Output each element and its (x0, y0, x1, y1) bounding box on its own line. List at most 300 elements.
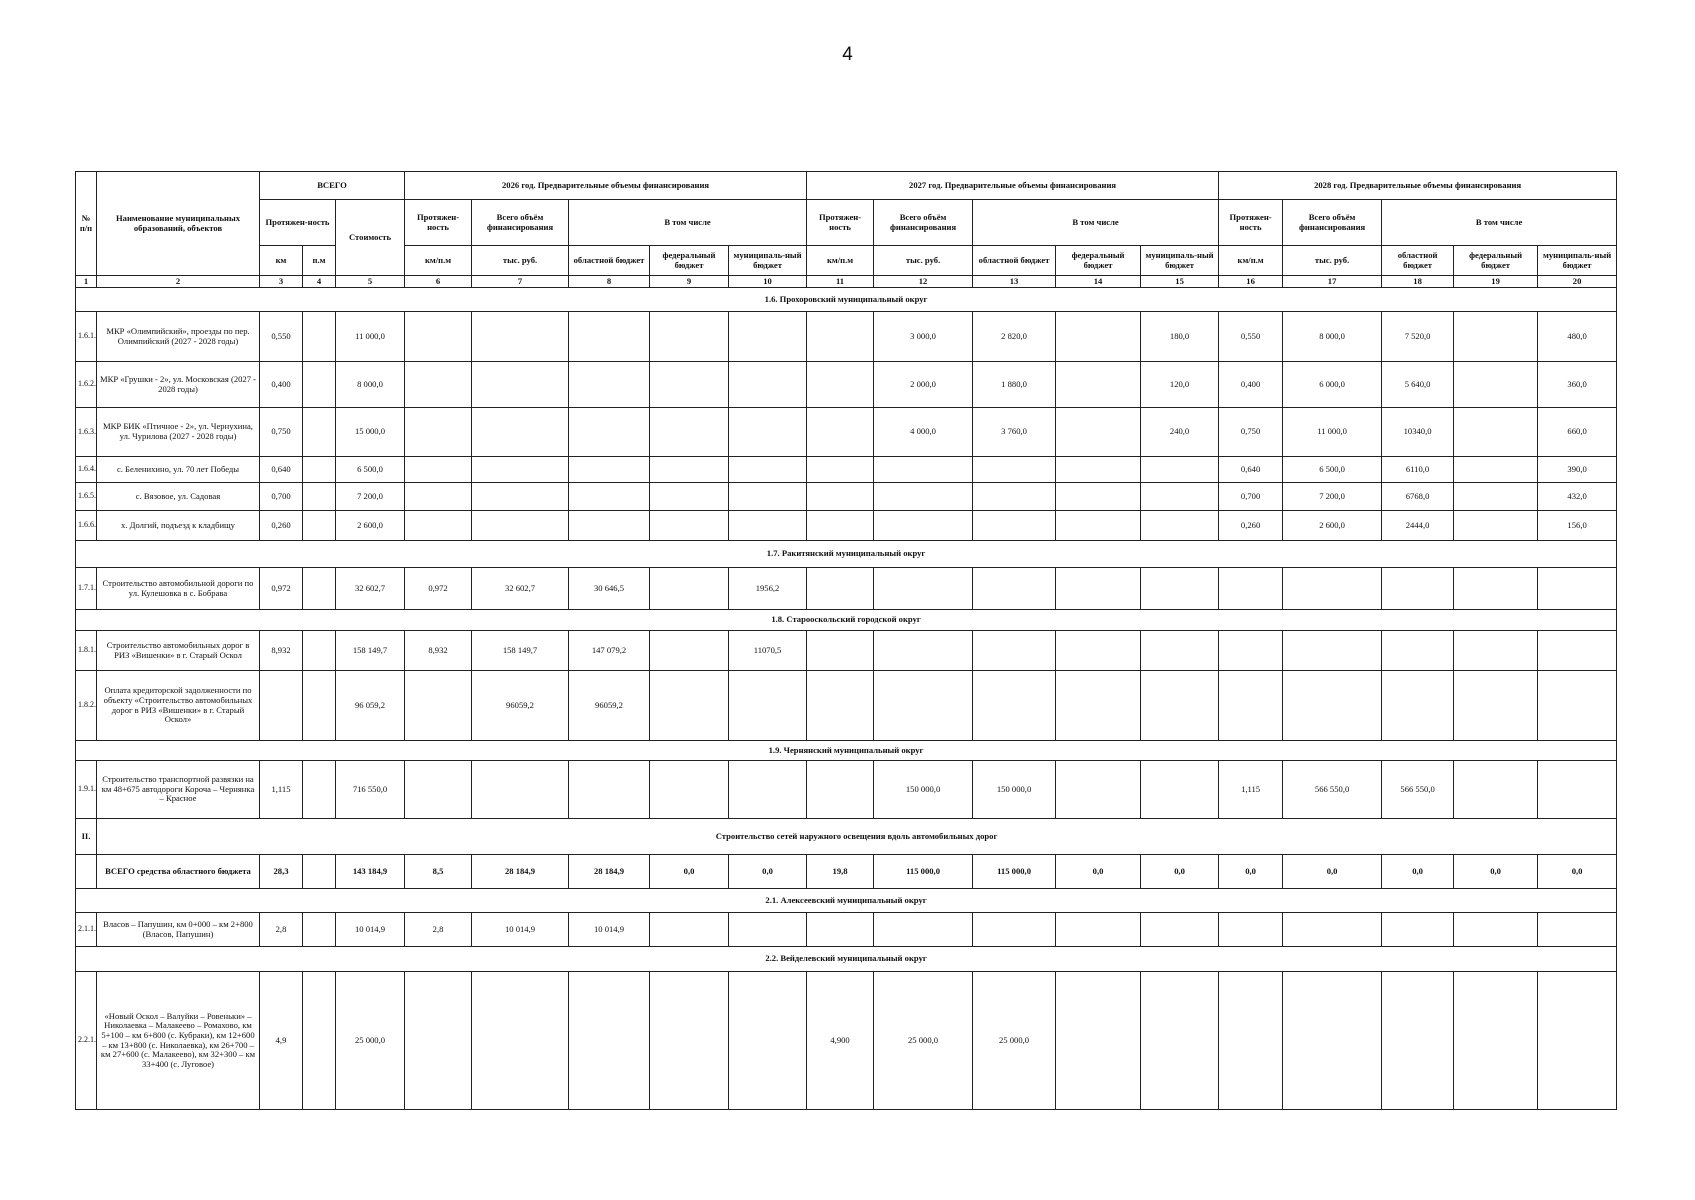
cell-col-10: 0,0 (729, 855, 807, 889)
column-number: 11 (807, 276, 874, 288)
cell-col-9 (650, 511, 729, 541)
cell-col-13 (973, 511, 1056, 541)
cell-col-7: 10 014,9 (472, 913, 569, 947)
cell-col-6: 8,932 (405, 631, 472, 671)
cell-col-19: 0,0 (1454, 855, 1538, 889)
column-number: 18 (1382, 276, 1454, 288)
cell-col-8 (569, 362, 650, 408)
cell-col-4 (303, 511, 336, 541)
section-title: 1.9. Чернянский муниципальный округ (76, 741, 1617, 761)
cell-col-7 (472, 483, 569, 511)
cell-col-17: 6 000,0 (1283, 362, 1382, 408)
cell-col-3: 0,400 (260, 362, 303, 408)
cell-col-16: 0,0 (1219, 855, 1283, 889)
table-row (76, 483, 1617, 511)
cell-col-5: 25 000,0 (336, 972, 405, 1110)
cell-col-11: 4,900 (807, 972, 874, 1110)
cell-col-7 (472, 457, 569, 483)
header-unit-km-pm: км/п.м (405, 246, 472, 276)
part-number: II. (76, 819, 97, 855)
cell-col-5: 2 600,0 (336, 511, 405, 541)
cell-col-5: 7 200,0 (336, 483, 405, 511)
cell-col-6 (405, 457, 472, 483)
cell-col-3: 2,8 (260, 913, 303, 947)
cell-col-10: 1956,2 (729, 568, 807, 610)
cell-col-12: 4 000,0 (874, 408, 973, 457)
cell-col-9 (650, 761, 729, 819)
header-length: Протяжен-ность (1219, 200, 1283, 246)
cell-col-10 (729, 511, 807, 541)
cell-col-19 (1454, 631, 1538, 671)
cell-col-7: 158 149,7 (472, 631, 569, 671)
cell-col-14 (1056, 511, 1141, 541)
cell-col-19 (1454, 671, 1538, 741)
cell-col-14 (1056, 408, 1141, 457)
cell-col-14 (1056, 913, 1141, 947)
cell-col-10 (729, 913, 807, 947)
object-name: с. Беленихино, ул. 70 лет Победы (97, 457, 260, 483)
cell-col-3: 0,550 (260, 312, 303, 362)
cell-col-5: 11 000,0 (336, 312, 405, 362)
table-row (76, 362, 1617, 408)
section-title: 1.7. Ракитянский муниципальный округ (76, 541, 1617, 568)
cell-col-10: 11070,5 (729, 631, 807, 671)
object-name: МКР БИК «Птичное - 2», ул. Чернухина, ул. Чурилова (2027 - 2028 годы) (97, 408, 260, 457)
header-federal-budget: федеральный бюджет (650, 246, 729, 276)
cell-col-11: 19,8 (807, 855, 874, 889)
cell-col-6 (405, 671, 472, 741)
cell-col-5: 32 602,7 (336, 568, 405, 610)
cell-col-13: 150 000,0 (973, 761, 1056, 819)
cell-col-5: 10 014,9 (336, 913, 405, 947)
header-name: Наименование муниципальных образований, объектов (97, 172, 260, 276)
cell-col-11 (807, 483, 874, 511)
cell-col-15: 180,0 (1141, 312, 1219, 362)
header-length: Протяжен-ность (807, 200, 874, 246)
cell-col-19 (1454, 972, 1538, 1110)
cell-col-3: 0,700 (260, 483, 303, 511)
header-municipal-budget: муниципаль-ный бюджет (1141, 246, 1219, 276)
cell-col-8: 30 646,5 (569, 568, 650, 610)
cell-col-8 (569, 761, 650, 819)
cell-col-6 (405, 972, 472, 1110)
cell-col-17: 8 000,0 (1283, 312, 1382, 362)
cell-col-13 (973, 568, 1056, 610)
header-number: № п/п (76, 172, 97, 276)
cell-col-16: 0,260 (1219, 511, 1283, 541)
cell-col-6 (405, 511, 472, 541)
row-index: 2.1.1. (76, 913, 97, 947)
table-row (76, 511, 1617, 541)
header-unit-thous-rub: тыс. руб. (472, 246, 569, 276)
header-year-2028: 2028 год. Предварительные объемы финансирования (1219, 172, 1617, 200)
cell-col-17 (1283, 972, 1382, 1110)
cell-col-6 (405, 483, 472, 511)
cell-col-19 (1454, 511, 1538, 541)
cell-col-18: 10340,0 (1382, 408, 1454, 457)
cell-col-4 (303, 631, 336, 671)
cell-col-8: 147 079,2 (569, 631, 650, 671)
cell-col-19 (1454, 483, 1538, 511)
cell-col-19 (1454, 913, 1538, 947)
cell-col-12: 2 000,0 (874, 362, 973, 408)
cell-col-14 (1056, 457, 1141, 483)
column-number: 1 (76, 276, 97, 288)
column-number: 8 (569, 276, 650, 288)
cell-col-20: 156,0 (1538, 511, 1617, 541)
column-number: 14 (1056, 276, 1141, 288)
cell-col-14 (1056, 761, 1141, 819)
cell-col-5: 143 184,9 (336, 855, 405, 889)
cell-col-9 (650, 671, 729, 741)
object-name: Оплата кредиторской задолженности по объекту «Строительство автомобильных дорог в РИЗ «Вишенки» в г. Старый Оскол» (97, 671, 260, 741)
table-row (76, 408, 1617, 457)
header-including: В том числе (1382, 200, 1617, 246)
cell-col-14 (1056, 312, 1141, 362)
cell-col-17 (1283, 671, 1382, 741)
cell-col-11 (807, 362, 874, 408)
cell-col-20: 0,0 (1538, 855, 1617, 889)
table-row (76, 761, 1617, 819)
column-number: 20 (1538, 276, 1617, 288)
header-unit-thous-rub: тыс. руб. (874, 246, 973, 276)
cell-col-18: 0,0 (1382, 855, 1454, 889)
table-row (76, 312, 1617, 362)
cell-col-11 (807, 408, 874, 457)
row-index: 1.6.1. (76, 312, 97, 362)
column-number: 6 (405, 276, 472, 288)
object-name: Строительство транспортной развязки на км 48+675 автодороги Короча – Чернянка – Красное (97, 761, 260, 819)
row-index (76, 855, 97, 889)
cell-col-15 (1141, 631, 1219, 671)
cell-col-11 (807, 671, 874, 741)
cell-col-12: 3 000,0 (874, 312, 973, 362)
cell-col-18: 5 640,0 (1382, 362, 1454, 408)
header-federal-budget: федеральный бюджет (1454, 246, 1538, 276)
cell-col-10 (729, 312, 807, 362)
cell-col-10 (729, 972, 807, 1110)
header-unit-km-pm: км/п.м (807, 246, 874, 276)
cell-col-9 (650, 568, 729, 610)
cell-col-5: 96 059,2 (336, 671, 405, 741)
cell-col-13: 1 880,0 (973, 362, 1056, 408)
cell-col-12 (874, 631, 973, 671)
cell-col-15 (1141, 761, 1219, 819)
cell-col-13 (973, 913, 1056, 947)
header-year-2027: 2027 год. Предварительные объемы финансирования (807, 172, 1219, 200)
row-index: 1.9.1. (76, 761, 97, 819)
table-body (76, 288, 1617, 1110)
cell-col-11 (807, 913, 874, 947)
cell-col-7 (472, 362, 569, 408)
row-index: 2.2.1. (76, 972, 97, 1110)
table-row (76, 631, 1617, 671)
cell-col-20: 660,0 (1538, 408, 1617, 457)
table-row (76, 457, 1617, 483)
section-row (76, 610, 1617, 631)
cell-col-18 (1382, 568, 1454, 610)
cell-col-20 (1538, 671, 1617, 741)
cell-col-18: 6110,0 (1382, 457, 1454, 483)
cell-col-3: 8,932 (260, 631, 303, 671)
cell-col-20 (1538, 631, 1617, 671)
header-length: Протяжен-ность (260, 200, 336, 246)
cell-col-16 (1219, 972, 1283, 1110)
cell-col-5: 158 149,7 (336, 631, 405, 671)
cell-col-11 (807, 457, 874, 483)
cell-col-7 (472, 972, 569, 1110)
section-row (76, 541, 1617, 568)
header-including: В том числе (973, 200, 1219, 246)
cell-col-17: 2 600,0 (1283, 511, 1382, 541)
column-number: 10 (729, 276, 807, 288)
cell-col-18: 6768,0 (1382, 483, 1454, 511)
cell-col-14 (1056, 362, 1141, 408)
header-municipal-budget: муниципаль-ный бюджет (729, 246, 807, 276)
cell-col-9 (650, 312, 729, 362)
cell-col-7 (472, 312, 569, 362)
cell-col-3: 28,3 (260, 855, 303, 889)
header-regional-budget: областной бюджет (973, 246, 1056, 276)
header-length: Протяжен-ность (405, 200, 472, 246)
cell-col-12 (874, 671, 973, 741)
cell-col-16 (1219, 671, 1283, 741)
header-unit-thous-rub: тыс. руб. (1283, 246, 1382, 276)
cell-col-9 (650, 631, 729, 671)
header-total-financing: Всего объём финансирования (1283, 200, 1382, 246)
cell-col-18: 7 520,0 (1382, 312, 1454, 362)
cell-col-8: 28 184,9 (569, 855, 650, 889)
cell-col-19 (1454, 761, 1538, 819)
header-regional-budget: областной бюджет (569, 246, 650, 276)
cell-col-14 (1056, 671, 1141, 741)
cell-col-16: 1,115 (1219, 761, 1283, 819)
cell-col-15 (1141, 483, 1219, 511)
cell-col-9 (650, 457, 729, 483)
cell-col-18 (1382, 972, 1454, 1110)
row-index: 1.6.5. (76, 483, 97, 511)
cell-col-13: 115 000,0 (973, 855, 1056, 889)
cell-col-3: 0,750 (260, 408, 303, 457)
cell-col-4 (303, 855, 336, 889)
cell-col-18 (1382, 671, 1454, 741)
header-regional-budget: областной бюджет (1382, 246, 1454, 276)
column-number: 15 (1141, 276, 1219, 288)
column-number: 5 (336, 276, 405, 288)
cell-col-8 (569, 511, 650, 541)
cell-col-17: 6 500,0 (1283, 457, 1382, 483)
cell-col-8 (569, 312, 650, 362)
cell-col-15 (1141, 972, 1219, 1110)
cell-col-17: 566 550,0 (1283, 761, 1382, 819)
row-index: 1.6.4. (76, 457, 97, 483)
cell-col-12 (874, 457, 973, 483)
column-number: 12 (874, 276, 973, 288)
cell-col-16 (1219, 631, 1283, 671)
cell-col-9: 0,0 (650, 855, 729, 889)
object-name: МКР «Олимпийский», проезды по пер. Олимпийский (2027 - 2028 годы) (97, 312, 260, 362)
column-number: 19 (1454, 276, 1538, 288)
column-number: 9 (650, 276, 729, 288)
cell-col-19 (1454, 362, 1538, 408)
row-index: 1.6.2. (76, 362, 97, 408)
table-row (76, 913, 1617, 947)
row-index: 1.6.3. (76, 408, 97, 457)
cell-col-20 (1538, 913, 1617, 947)
cell-col-8: 10 014,9 (569, 913, 650, 947)
cell-col-7: 96059,2 (472, 671, 569, 741)
section-title: 2.2. Вейделевский муниципальный округ (76, 947, 1617, 972)
cell-col-15 (1141, 457, 1219, 483)
object-name: Строительство автомобильных дорог в РИЗ «Вишенки» в г. Старый Оскол (97, 631, 260, 671)
cell-col-6: 0,972 (405, 568, 472, 610)
cell-col-9 (650, 972, 729, 1110)
cell-col-4 (303, 362, 336, 408)
cell-col-14 (1056, 631, 1141, 671)
column-number: 7 (472, 276, 569, 288)
header-unit-km-pm: км/п.м (1219, 246, 1283, 276)
cell-col-8: 96059,2 (569, 671, 650, 741)
object-name: Власов – Папушин, км 0+000 – км 2+800 (Власов, Папушин) (97, 913, 260, 947)
header-unit-pm: п.м (303, 246, 336, 276)
cell-col-7 (472, 408, 569, 457)
cell-col-14 (1056, 972, 1141, 1110)
section-row (76, 741, 1617, 761)
cell-col-10 (729, 362, 807, 408)
cell-col-16: 0,700 (1219, 483, 1283, 511)
cell-col-13: 3 760,0 (973, 408, 1056, 457)
object-name: с. Вязовое, ул. Садовая (97, 483, 260, 511)
cell-col-10 (729, 761, 807, 819)
cell-col-13 (973, 631, 1056, 671)
cell-col-3: 4,9 (260, 972, 303, 1110)
cell-col-11 (807, 761, 874, 819)
part-row (76, 819, 1617, 855)
header-year-2026: 2026 год. Предварительные объемы финансирования (405, 172, 807, 200)
cell-col-18 (1382, 913, 1454, 947)
cell-col-4 (303, 913, 336, 947)
section-row (76, 288, 1617, 312)
cell-col-5: 15 000,0 (336, 408, 405, 457)
cell-col-12 (874, 483, 973, 511)
cell-col-6 (405, 408, 472, 457)
object-name: МКР «Грушки - 2», ул. Московская (2027 - 2028 годы) (97, 362, 260, 408)
cell-col-8 (569, 483, 650, 511)
cell-col-9 (650, 408, 729, 457)
section-title: 1.6. Прохоровский муниципальный округ (76, 288, 1617, 312)
cell-col-11 (807, 312, 874, 362)
cell-col-9 (650, 483, 729, 511)
section-row (76, 889, 1617, 913)
cell-col-14 (1056, 568, 1141, 610)
cell-col-16 (1219, 568, 1283, 610)
cell-col-17: 7 200,0 (1283, 483, 1382, 511)
column-number: 16 (1219, 276, 1283, 288)
page-number: 4 (842, 44, 853, 65)
cell-col-17 (1283, 631, 1382, 671)
cell-col-16: 0,750 (1219, 408, 1283, 457)
cell-col-4 (303, 761, 336, 819)
cell-col-7 (472, 761, 569, 819)
cell-col-7 (472, 511, 569, 541)
cell-col-16: 0,550 (1219, 312, 1283, 362)
header-including: В том числе (569, 200, 807, 246)
cell-col-6 (405, 761, 472, 819)
cell-col-3: 0,260 (260, 511, 303, 541)
cell-col-12: 115 000,0 (874, 855, 973, 889)
cell-col-18 (1382, 631, 1454, 671)
row-index: 1.7.1. (76, 568, 97, 610)
cell-col-3: 0,972 (260, 568, 303, 610)
cell-col-5: 8 000,0 (336, 362, 405, 408)
cell-col-3: 1,115 (260, 761, 303, 819)
cell-col-4 (303, 408, 336, 457)
cell-col-17: 0,0 (1283, 855, 1382, 889)
column-number: 4 (303, 276, 336, 288)
financing-table (75, 171, 1617, 1110)
cell-col-17 (1283, 568, 1382, 610)
cell-col-6: 8,5 (405, 855, 472, 889)
table-row (76, 671, 1617, 741)
cell-col-16: 0,640 (1219, 457, 1283, 483)
cell-col-6 (405, 362, 472, 408)
cell-col-4 (303, 312, 336, 362)
section-row (76, 947, 1617, 972)
cell-col-14: 0,0 (1056, 855, 1141, 889)
cell-col-4 (303, 483, 336, 511)
cell-col-15: 0,0 (1141, 855, 1219, 889)
cell-col-5: 716 550,0 (336, 761, 405, 819)
cell-col-8 (569, 457, 650, 483)
cell-col-12: 25 000,0 (874, 972, 973, 1110)
cell-col-7: 32 602,7 (472, 568, 569, 610)
cell-col-13: 25 000,0 (973, 972, 1056, 1110)
object-name: ВСЕГО средства областного бюджета (97, 855, 260, 889)
column-number: 13 (973, 276, 1056, 288)
row-index: 1.8.1. (76, 631, 97, 671)
cell-col-5: 6 500,0 (336, 457, 405, 483)
cell-col-13 (973, 671, 1056, 741)
object-name: «Новый Оскол – Валуйки – Ровеньки» – Николаевка – Малакеево – Ромахово, км 5+100 – км 6+800 (с. Кубраки), км 12+600 – км 13+800 (с. Николаевка), км 26+700 – км 27+600 (с. Малакеево), км 32+300 – км 33+400 (с. Луговое) (97, 972, 260, 1110)
cell-col-11 (807, 631, 874, 671)
cell-col-8 (569, 408, 650, 457)
table-row (76, 568, 1617, 610)
table-row (76, 972, 1617, 1110)
object-name: Строительство автомобильной дороги по ул. Кулешовка в с. Бобрава (97, 568, 260, 610)
cell-col-4 (303, 671, 336, 741)
cell-col-4 (303, 972, 336, 1110)
column-number: 3 (260, 276, 303, 288)
cell-col-10 (729, 457, 807, 483)
cell-col-6: 2,8 (405, 913, 472, 947)
cell-col-17: 11 000,0 (1283, 408, 1382, 457)
cell-col-19 (1454, 457, 1538, 483)
cell-col-10 (729, 408, 807, 457)
section-title: 2.1. Алексеевский муниципальный округ (76, 889, 1617, 913)
cell-col-17 (1283, 913, 1382, 947)
cell-col-20 (1538, 761, 1617, 819)
header-unit-km: км (260, 246, 303, 276)
cell-col-8 (569, 972, 650, 1110)
cell-col-19 (1454, 568, 1538, 610)
cell-col-13 (973, 483, 1056, 511)
cell-col-19 (1454, 312, 1538, 362)
table-header (76, 172, 1617, 288)
row-index: 1.6.6. (76, 511, 97, 541)
row-index: 1.8.2. (76, 671, 97, 741)
cell-col-15 (1141, 568, 1219, 610)
cell-col-10 (729, 671, 807, 741)
